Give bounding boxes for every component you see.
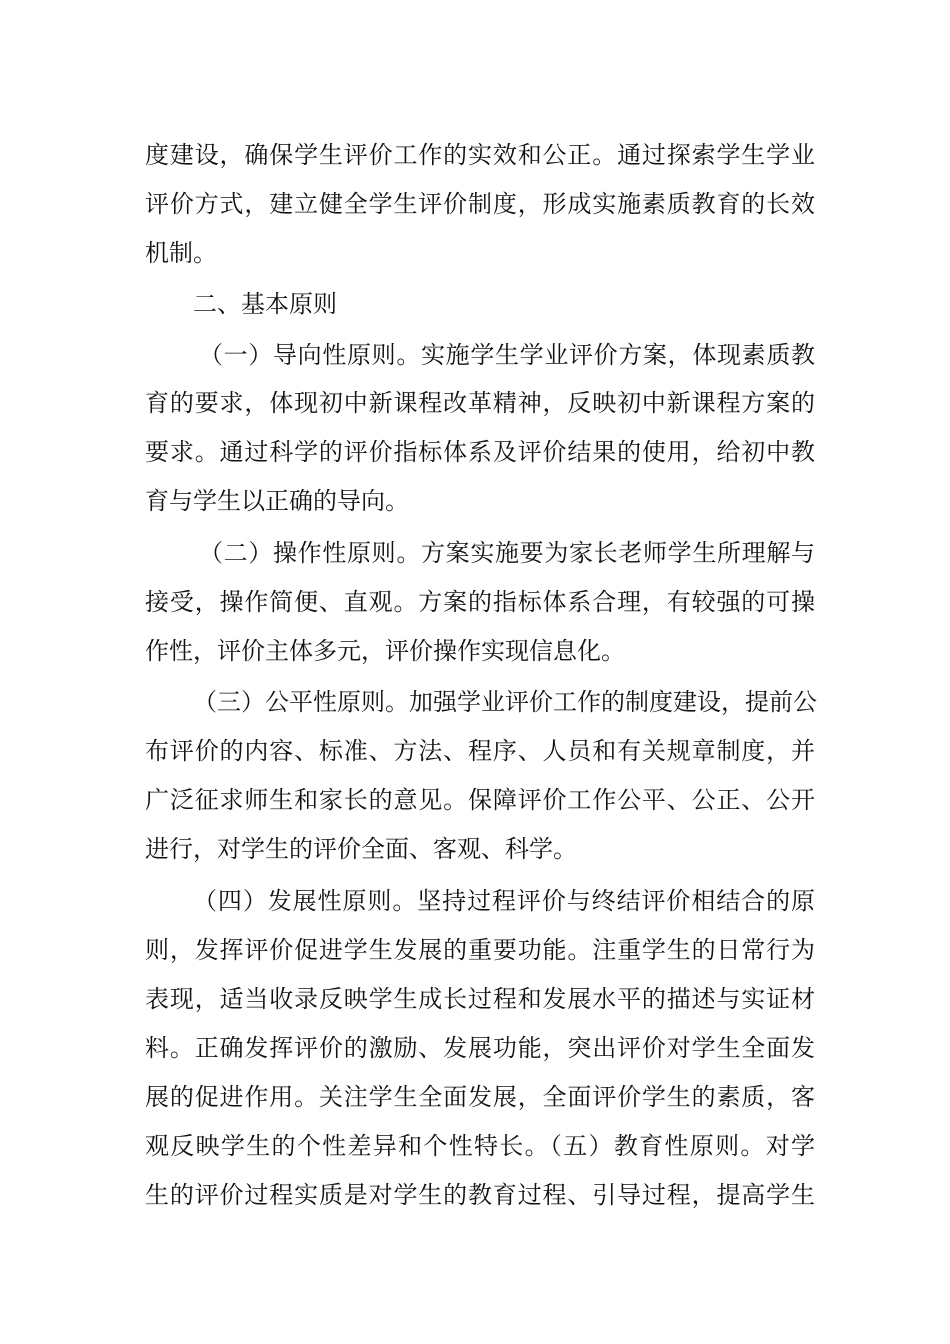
text-line: 表现，适当收录反映学生成长过程和发展水平的描述与实证材 [145, 985, 815, 1013]
text-line: 机制。 [145, 239, 217, 267]
text-line: 接受，操作简便、直观。方案的指标体系合理，有较强的可操 [145, 588, 815, 616]
text-line: 育与学生以正确的导向。 [145, 487, 409, 515]
text-line: （三）公平性原则。加强学业评价工作的制度建设，提前公 [193, 688, 817, 716]
text-line: 料。正确发挥评价的激励、发展功能，突出评价对学生全面发 [145, 1034, 815, 1062]
text-line: 广泛征求师生和家长的意见。保障评价工作公平、公正、公开 [145, 786, 815, 814]
text-line: 布评价的内容、标准、方法、程序、人员和有关规章制度，并 [145, 737, 815, 765]
text-line: 度建设，确保学生评价工作的实效和公正。通过探索学生学业 [145, 141, 815, 169]
section-heading: 二、基本原则 [193, 290, 337, 318]
text-line: 生的评价过程实质是对学生的教育过程、引导过程，提高学生 [145, 1181, 815, 1209]
text-line: 进行，对学生的评价全面、客观、科学。 [145, 835, 577, 863]
text-line: 作性，评价主体多元，评价操作实现信息化。 [145, 637, 625, 665]
text-line: 评价方式，建立健全学生评价制度，形成实施素质教育的长效 [145, 190, 815, 218]
text-line: 育的要求，体现初中新课程改革精神，反映初中新课程方案的 [145, 389, 815, 417]
text-line: （二）操作性原则。方案实施要为家长老师学生所理解与 [199, 539, 815, 567]
text-line: 则，发挥评价促进学生发展的重要功能。注重学生的日常行为 [145, 936, 815, 964]
text-line: 观反映学生的个性差异和个性特长。（五）教育性原则。对学 [145, 1132, 815, 1160]
text-line: （一）导向性原则。实施学生学业评价方案，体现素质教 [199, 341, 815, 369]
text-line: 要求。通过科学的评价指标体系及评价结果的使用，给初中教 [145, 438, 815, 466]
text-line: 展的促进作用。关注学生全面发展，全面评价学生的素质，客 [145, 1083, 815, 1111]
text-line: （四）发展性原则。坚持过程评价与终结评价相结合的原 [193, 887, 815, 915]
